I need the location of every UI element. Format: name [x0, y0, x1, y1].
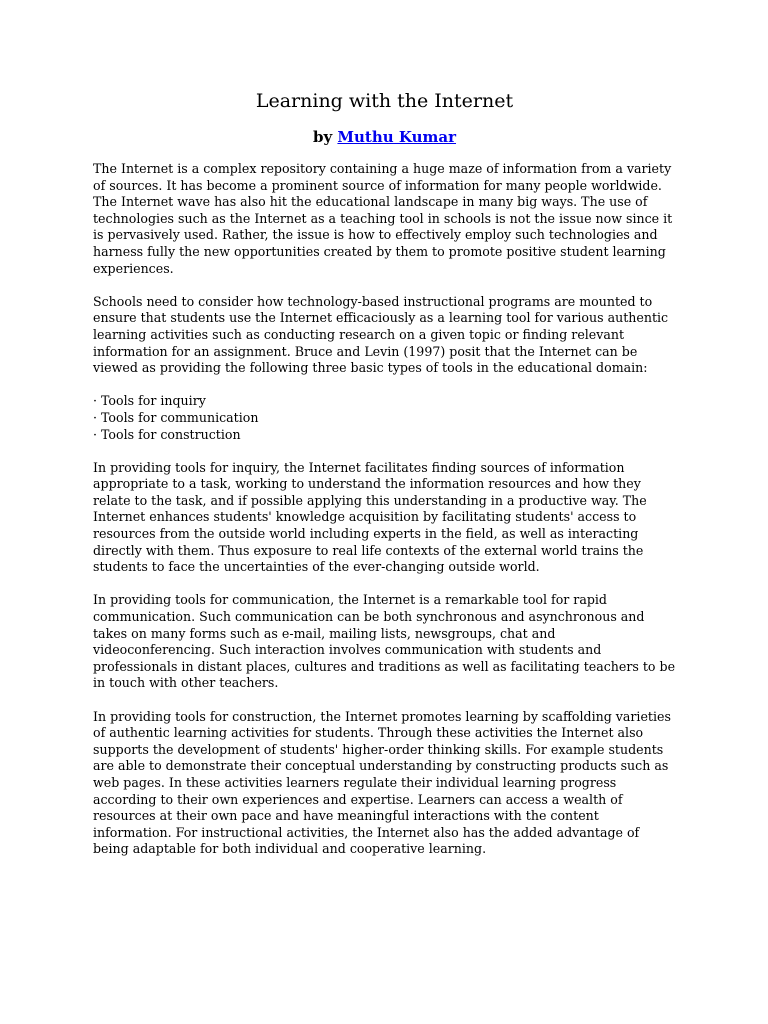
list-item: · Tools for inquiry: [93, 393, 206, 409]
paragraph-tools-overview: Schools need to consider how technology-based instructional programs are mounted to ensure that students use the Internet efficaciously as a learning tool for various authentic learning activities such as conducting research on a given topic or finding relevant information for an assignment. Bruce and Levin (1997) posit that the Internet can be viewed as providing the following three basic types of tools in the educational domain:: [93, 293, 669, 376]
byline: [93, 127, 676, 147]
list-item: · Tools for communication: [93, 409, 259, 425]
list-item: · Tools for construction: [93, 426, 241, 442]
document-page: [93, 88, 676, 875]
paragraph-inquiry: In providing tools for inquiry, the Internet facilitates finding sources of information appropriate to a task, working to understand the information resources and how they relate to the task, and if possible applying this understanding in a productive way. The Internet enhances students' knowledge acquisition by facilitating students' access to resources from the outside world including experts in the field, as well as interacting directly with them. Thus exposure to real life contexts of the external world trains the students to face the uncertainties of the ever-changing outside world.: [93, 459, 647, 575]
tools-list: [93, 393, 676, 443]
author-link[interactable]: Muthu Kumar: [337, 128, 457, 146]
paragraph-construction: In providing tools for construction, the Internet promotes learning by scaffolding varieties of authentic learning activities for students. Through these activities the Internet also supports the development of students' higher-order thinking skills. For example students are able to demonstrate their conceptual understanding by constructing products such as web pages. In these activities learners regulate their individual learning progress according to their own experiences and expertise. Learners can access a wealth of resources at their own pace and have meaningful interactions with the content information. For instructional activities, the Internet also has the added advantage of being adaptable for both individual and cooperative learning.: [93, 708, 671, 857]
byline-prefix: by: [312, 128, 338, 146]
paragraph-intro: The Internet is a complex repository containing a huge maze of information from a variety of sources. It has become a prominent source of information for many people worldwide. The Internet wave has also hit the educational landscape in many big ways. The use of technologies such as the Internet as a teaching tool in schools is not the issue now since it is pervasively used. Rather, the issue is how to effectively employ such technologies and harness fully the new opportunities created by them to promote positive student learning experiences.: [93, 161, 673, 276]
paragraph-communication: In providing tools for communication, the Internet is a remarkable tool for rapid communication. Such communication can be both synchronous and asynchronous and takes on many forms such as e-mail, mailing lists, newsgroups, chat and videoconferencing. Such interaction involves communication with students and professionals in distant places, cultures and traditions as well as facilitating teachers to be in touch with other teachers.: [93, 592, 676, 691]
page-title: Learning with the Internet: [255, 90, 514, 112]
